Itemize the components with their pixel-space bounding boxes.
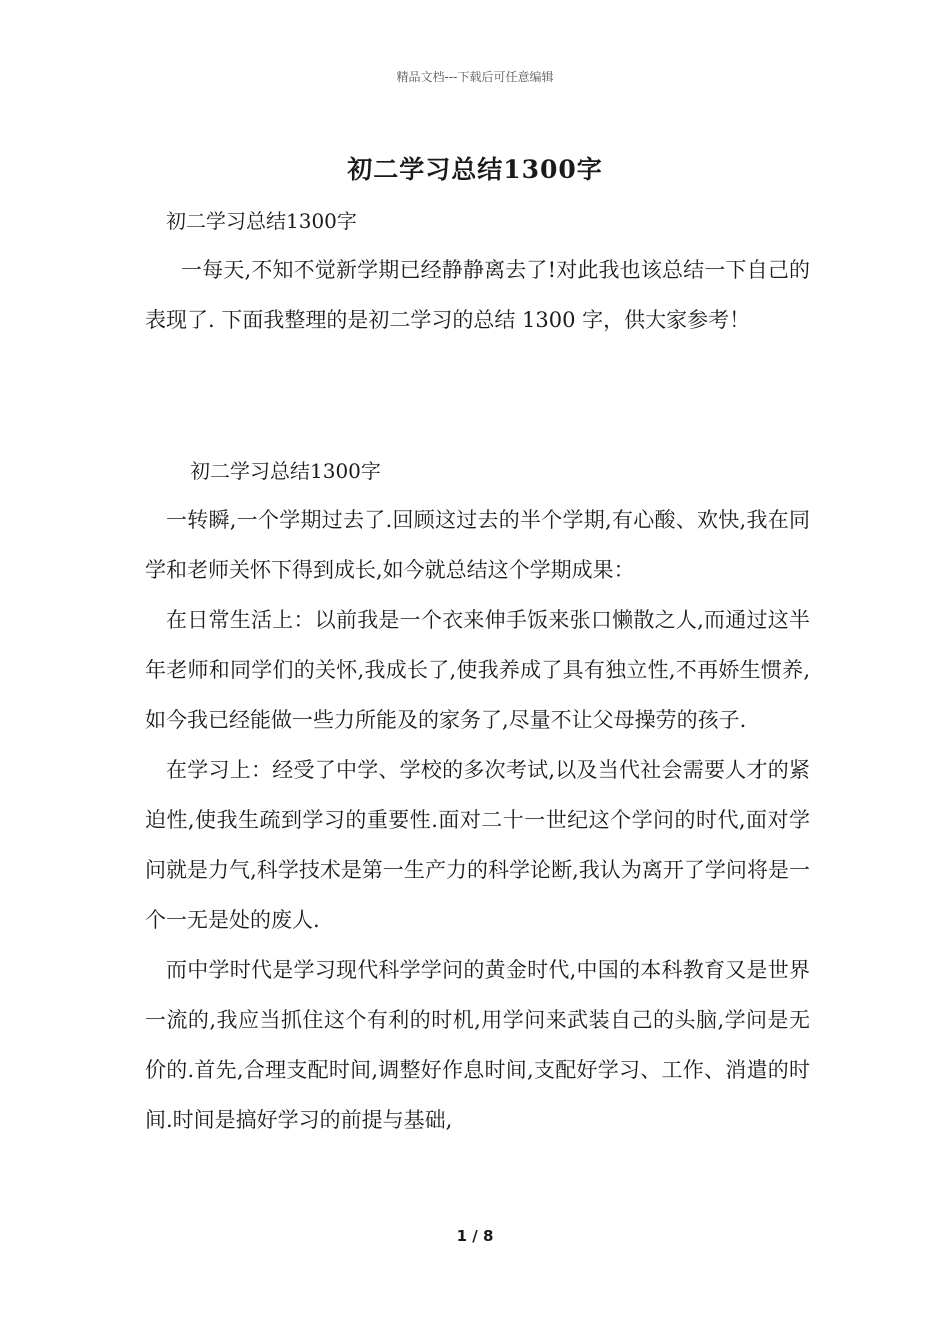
subtitle-first: 初二学习总结1300字 [166,209,357,233]
paragraph-4: 而中学时代是学习现代科学学问的黄金时代,中国的本科教育又是世界一流的,我应当抓住这个有利的时机,用学问来武装自己的头脑,学问是无价的.首先,合理支配时间,调整好作息时间,支配好学习、工作、消遣的时间.时间是搞好学习的前提与基础, [145,958,810,1132]
paragraph-3: 在学习上：经受了中学、学校的多次考试,以及当代社会需要人才的紧迫性,使我生疏到学习的重要性.面对二十一世纪这个学问的时代,面对学问就是力气,科学技术是第一生产力的科学论断,我认为离开了学问将是一个一无是处的废人. [145,758,810,932]
paragraph-1: 一转瞬,一个学期过去了.回顾这过去的半个学期,有心酸、欢快,我在同学和老师关怀下得到成长,如今就总结这个学期成果： [145,508,810,582]
intro-section [145,245,810,345]
page-header: 精品文档---下载后可任意编辑 [396,70,554,84]
page-number: 1 / 8 [456,1227,494,1245]
paragraph-2: 在日常生活上：以前我是一个衣来伸手饭来张口懒散之人,而通过这半年老师和同学们的关怀,我成长了,使我养成了具有独立性,不再娇生惯养,如今我已经能做一些力所能及的家务了,尽量不让父母操劳的孩子. [145,608,810,732]
main-section [145,495,810,1145]
subtitle-second: 初二学习总结1300字 [190,459,381,483]
intro-paragraph: 一每天,不知不觉新学期已经静静离去了!对此我也该总结一下自己的表现了. 下面我整理的是初二学习的总结 1300 字，供大家参考！ [145,258,810,332]
document-title: 初二学习总结1300字 [347,155,603,184]
